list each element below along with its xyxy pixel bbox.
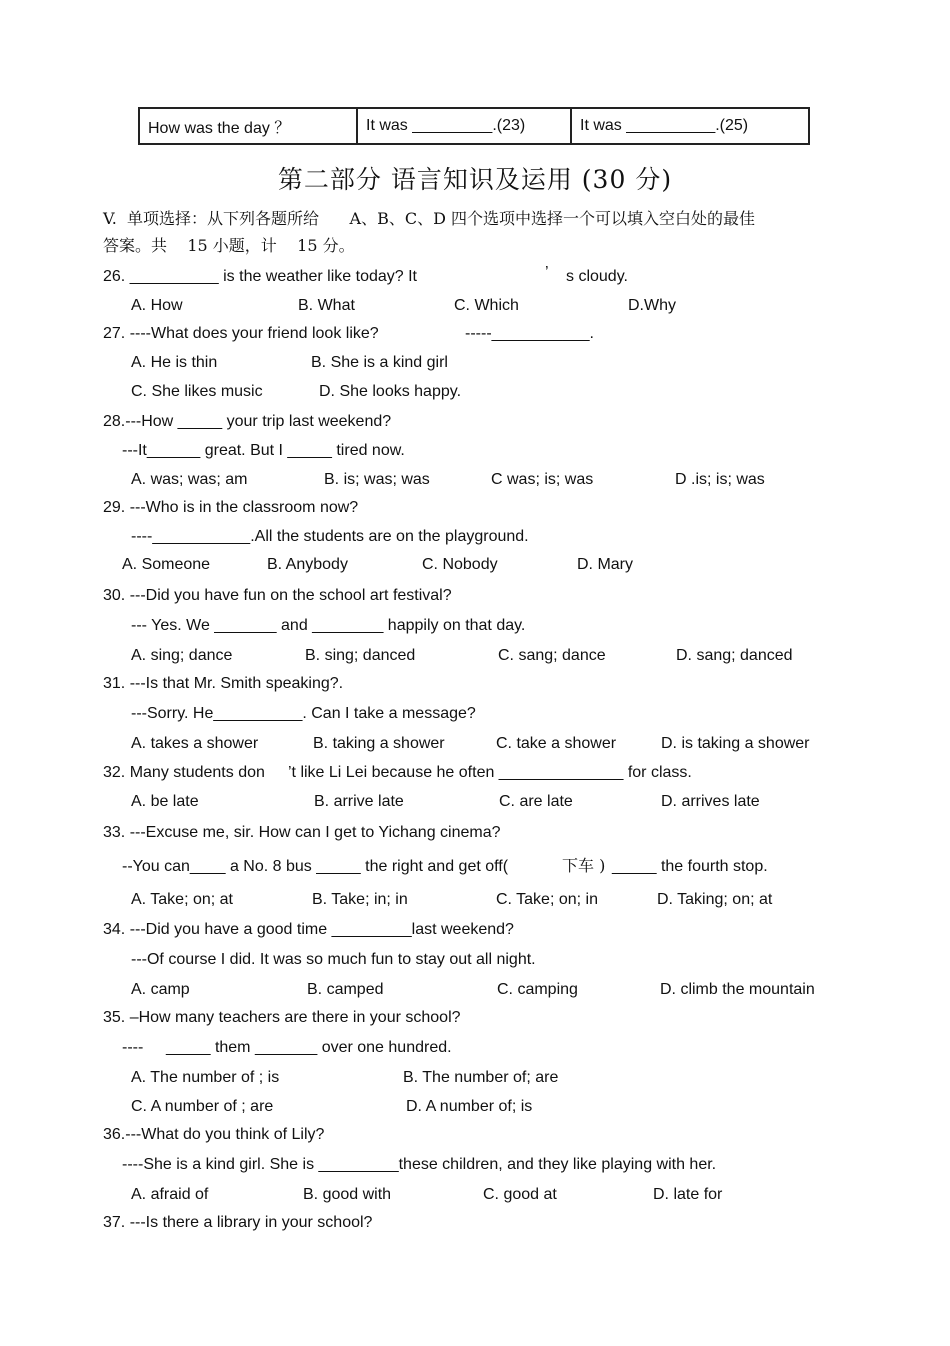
option-d: D. climb the mountain [660,981,815,998]
option-c: C was; is; was [491,471,594,488]
instructions-line1: V. 单项选择：从下列各题所给 A、B、C、D 四个选项中选择一个可以填入空白处的最佳 [103,209,756,228]
option-a: A. Someone [122,556,211,573]
option-b: B. camped [307,981,384,998]
section-title: 第二部分 语言知识及运用 (30 分) [277,165,673,194]
instructions-line2: 答案。共 15 小题，计 15 分。 [103,236,355,255]
option-a: A. was; was; am [131,471,248,488]
option-d: D.Why [628,297,676,314]
question-27: 27. ----What does your friend look like? [103,325,379,342]
option-d: D. Mary [577,556,633,573]
option-b: B. arrive late [314,793,404,810]
option-c: C. are late [499,793,573,810]
question-35: 35. –How many teachers are there in your school? [103,1009,461,1026]
option-c: C. Take; on; in [496,891,598,908]
option-c: C. She likes music [131,383,263,400]
option-b: B. The number of; are [403,1069,559,1086]
question-27-answer: -----___________. [465,325,594,342]
question-26-apostrophe: ’ [545,264,549,281]
option-d: D. sang; danced [676,647,793,664]
table-cell: It was __________.(25) [571,108,809,144]
question-33-gloss: 下车 ) [562,856,606,875]
question-30: 30. ---Did you have fun on the school art festival? [103,587,452,604]
option-b: B. What [298,297,355,314]
option-a: A. be late [131,793,199,810]
option-c: C. Nobody [422,556,498,573]
option-a: A. takes a shower [131,735,259,752]
question-28: 28.---How _____ your trip last weekend? [103,413,392,430]
option-a: A. Take; on; at [131,891,233,908]
option-b: B. Take; in; in [312,891,408,908]
option-d: D. Taking; on; at [657,891,773,908]
option-a: A. He is thin [131,354,218,371]
answer-table [138,107,810,145]
option-b: B. She is a kind girl [311,354,448,371]
option-c: C. camping [497,981,578,998]
option-b: B. Anybody [267,556,348,573]
option-a: A. afraid of [131,1186,209,1203]
question-29-answer: ----___________.All the students are on the playground. [131,528,529,545]
option-d: D. arrives late [661,793,760,810]
table-cell: How was the day ？ [139,108,357,144]
option-d: D. is taking a shower [661,735,810,752]
option-d: D. A number of; is [406,1098,533,1115]
question-26-end: s cloudy. [566,268,628,285]
option-b: B. good with [303,1186,392,1203]
question-26: 26. __________ is the weather like today? It [103,268,417,285]
table-cell: It was _________.(23) [357,108,571,144]
option-d: D. late for [653,1186,723,1203]
question-33: 33. ---Excuse me, sir. How can I get to Yichang cinema? [103,824,501,841]
question-34-answer: ---Of course I did. It was so much fun to stay out all night. [131,951,536,968]
option-c: C. take a shower [496,735,617,752]
table-row [139,108,809,144]
question-35-dash: ---- [122,1039,144,1056]
question-33-end: _____ the fourth stop. [612,858,768,875]
question-33-answer: --You can____ a No. 8 bus _____ the right and get off( [122,858,509,875]
question-37: 37. ---Is there a library in your school? [103,1214,373,1231]
question-36: 36.---What do you think of Lily? [103,1126,325,1143]
question-32-end: ’t like Li Lei because he often ______________ for class. [288,764,692,781]
option-b: B. is; was; was [324,471,430,488]
option-a: A. sing; dance [131,647,233,664]
option-a: A. How [131,297,183,314]
question-32: 32. Many students don [103,764,265,781]
question-30-answer: --- Yes. We _______ and ________ happily on that day. [131,617,526,634]
option-b: B. taking a shower [313,735,445,752]
option-c: C. good at [483,1186,557,1203]
option-a: A. The number of ; is [131,1069,280,1086]
question-31: 31. ---Is that Mr. Smith speaking?. [103,675,344,692]
question-35-answer: _____ them _______ over one hundred. [166,1039,452,1056]
option-d: D. She looks happy. [319,383,462,400]
question-28-answer: ---It______ great. But I _____ tired now. [122,442,405,459]
question-31-answer: ---Sorry. He__________. Can I take a message? [131,705,476,722]
option-d: D .is; is; was [675,471,765,488]
option-c: C. Which [454,297,519,314]
option-a: A. camp [131,981,190,998]
option-c: C. A number of ; are [131,1098,274,1115]
option-c: C. sang; dance [498,647,606,664]
question-34: 34. ---Did you have a good time _________last weekend? [103,921,514,938]
question-36-answer: ----She is a kind girl. She is _________these children, and they like playing with her. [122,1156,717,1173]
option-b: B. sing; danced [305,647,416,664]
question-29: 29. ---Who is in the classroom now? [103,499,359,516]
